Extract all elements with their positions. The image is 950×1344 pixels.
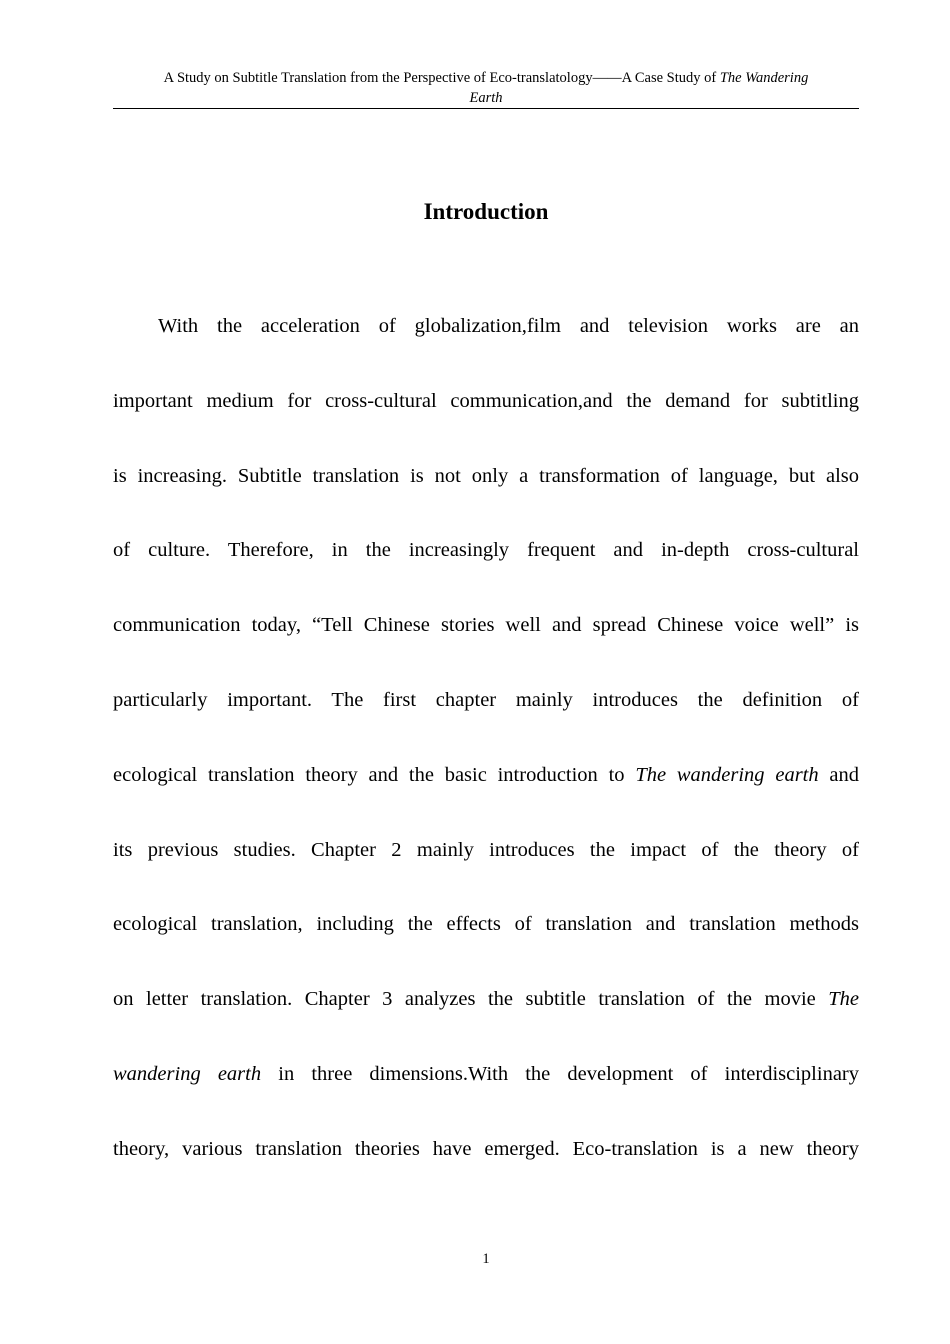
paragraph-line: With the acceleration of globalization,film and television works are an: [158, 315, 859, 337]
paragraph-line: ecological translation, including the effects of translation and translation methods: [113, 913, 859, 936]
running-header-text: A Study on Subtitle Translation from the Perspective of Eco-translatology——A Case Study of: [163, 70, 720, 86]
paragraph-line: wandering earth in three dimensions.With the development of interdisciplinary: [113, 1062, 859, 1085]
film-title-italic: wandering earth: [113, 1062, 262, 1085]
paragraph-line: its previous studies. Chapter 2 mainly introduces the impact of the theory of: [113, 838, 859, 861]
paragraph-line: of culture. Therefore, in the increasingly frequent and in-depth cross-cultural: [113, 539, 859, 562]
paragraph-line: on letter translation. Chapter 3 analyzes the subtitle translation of the movie The: [113, 988, 859, 1011]
running-header-film-title: The Wandering: [719, 70, 809, 86]
running-header: [113, 68, 859, 109]
film-title-italic: The: [828, 988, 859, 1011]
paragraph-line: theory, various translation theories have emerged. Eco-translation is a new theory: [113, 1137, 859, 1160]
body-paragraph: [113, 289, 859, 1187]
running-header-film-title-cont: Earth: [469, 90, 503, 106]
chapter-title: Introduction: [423, 199, 549, 224]
paragraph-line: particularly important. The first chapter mainly introduces the definition of: [113, 688, 859, 711]
paragraph-line: ecological translation theory and the basic introduction to The wandering earth and: [113, 763, 860, 786]
film-title-italic: The wandering earth: [635, 763, 819, 786]
page-number: 1: [482, 1251, 490, 1267]
paragraph-line: is increasing. Subtitle translation is not only a transformation of language, but also: [113, 464, 859, 487]
paragraph-line: communication today, “Tell Chinese stories well and spread Chinese voice well” is: [113, 614, 859, 637]
paragraph-line: important medium for cross-cultural communication,and the demand for subtitling: [113, 389, 859, 412]
